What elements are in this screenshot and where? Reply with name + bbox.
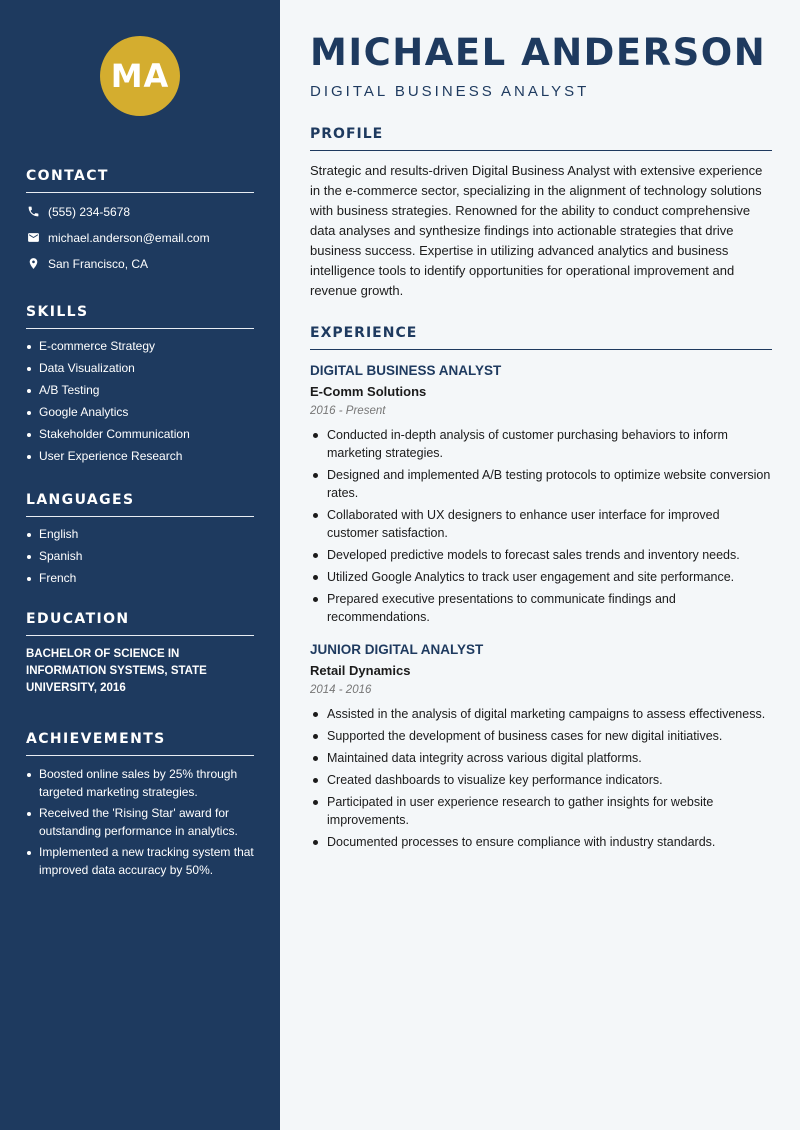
job-bullet: Prepared executive presentations to communicate findings and recommendations. <box>310 590 772 626</box>
job-bullet: Supported the development of business cases for new digital initiatives. <box>310 727 772 745</box>
profile-text: Strategic and results-driven Digital Business Analyst with extensive experience in the e-commerce sector, specializing in the alignment of technology solutions with business strategies. Renowned for the ability to conduct comprehensive data analyses and synthesize findings into actionable strategies that drive business success. Expertise in utilizing advanced analytics and business intelligence tools to identify opportunities for operational improvement and revenue growth. <box>310 163 763 298</box>
education-heading: EDUCATION <box>26 611 254 636</box>
skills-section <box>26 304 254 464</box>
job-company: Retail Dynamics <box>310 663 411 678</box>
job-bullet: Developed predictive models to forecast sales trends and inventory needs. <box>310 546 772 564</box>
language-item: English <box>26 527 254 542</box>
languages-list <box>26 527 254 586</box>
job-bullets <box>310 705 772 851</box>
achievements-list <box>26 766 254 879</box>
job-bullet: Collaborated with UX designers to enhance user interface for improved customer satisfaction. <box>310 506 772 542</box>
achievement-item: Received the 'Rising Star' award for outstanding performance in analytics. <box>26 805 254 840</box>
contact-location <box>26 256 254 271</box>
job-role: JUNIOR DIGITAL ANALYST <box>310 642 484 657</box>
job-bullet: Documented processes to ensure compliance with industry standards. <box>310 833 772 851</box>
achievement-item: Boosted online sales by 25% through targeted marketing strategies. <box>26 766 254 801</box>
achievement-item: Implemented a new tracking system that improved data accuracy by 50%. <box>26 844 254 879</box>
languages-heading: LANGUAGES <box>26 492 254 517</box>
job-bullets <box>310 426 772 626</box>
job-entry <box>310 642 772 851</box>
skills-list <box>26 339 254 464</box>
contact-phone <box>26 204 254 219</box>
profile-section <box>310 126 772 301</box>
languages-section <box>26 492 254 586</box>
phone-icon <box>26 205 40 219</box>
job-entry <box>310 363 772 626</box>
skill-item: Google Analytics <box>26 405 254 420</box>
candidate-name: MICHAEL ANDERSON <box>310 31 767 74</box>
avatar: MA <box>100 36 180 116</box>
location-text: San Francisco, CA <box>48 256 149 271</box>
language-item: Spanish <box>26 549 254 564</box>
job-dates: 2014 - 2016 <box>310 684 372 696</box>
job-bullet: Created dashboards to visualize key performance indicators. <box>310 771 772 789</box>
job-bullet: Assisted in the analysis of digital marketing campaigns to assess effectiveness. <box>310 705 772 723</box>
location-pin-icon <box>26 257 40 271</box>
skill-item: Data Visualization <box>26 361 254 376</box>
skills-heading: SKILLS <box>26 304 254 329</box>
education-section <box>26 611 254 697</box>
profile-heading: PROFILE <box>310 126 772 151</box>
job-company: E-Comm Solutions <box>310 384 427 399</box>
experience-heading: EXPERIENCE <box>310 325 772 350</box>
main-content <box>310 30 772 855</box>
sidebar <box>0 0 280 1130</box>
contact-email <box>26 230 254 245</box>
contact-section <box>26 168 254 271</box>
contact-heading: CONTACT <box>26 168 254 193</box>
job-dates: 2016 - Present <box>310 405 386 417</box>
candidate-title: DIGITAL BUSINESS ANALYST <box>310 83 590 100</box>
job-bullet: Participated in user experience research to gather insights for website improvements. <box>310 793 772 829</box>
job-bullet: Designed and implemented A/B testing protocols to optimize website conversion rates. <box>310 466 772 502</box>
phone-text: (555) 234-5678 <box>48 204 131 219</box>
achievements-section <box>26 731 254 879</box>
job-bullet: Conducted in-depth analysis of customer purchasing behaviors to inform marketing strategies. <box>310 426 772 462</box>
language-item: French <box>26 571 254 586</box>
experience-section <box>310 325 772 851</box>
skill-item: Stakeholder Communication <box>26 427 254 442</box>
skill-item: A/B Testing <box>26 383 254 398</box>
email-icon <box>26 231 40 245</box>
job-bullet: Maintained data integrity across various digital platforms. <box>310 749 772 767</box>
skill-item: User Experience Research <box>26 449 254 464</box>
skill-item: E-commerce Strategy <box>26 339 254 354</box>
achievements-heading: ACHIEVEMENTS <box>26 731 254 756</box>
job-bullet: Utilized Google Analytics to track user engagement and site performance. <box>310 568 772 586</box>
education-degree: BACHELOR OF SCIENCE IN INFORMATION SYSTEMS, STATE UNIVERSITY, 2016 <box>26 648 207 694</box>
email-text: michael.anderson@email.com <box>48 230 210 245</box>
job-role: DIGITAL BUSINESS ANALYST <box>310 363 502 378</box>
